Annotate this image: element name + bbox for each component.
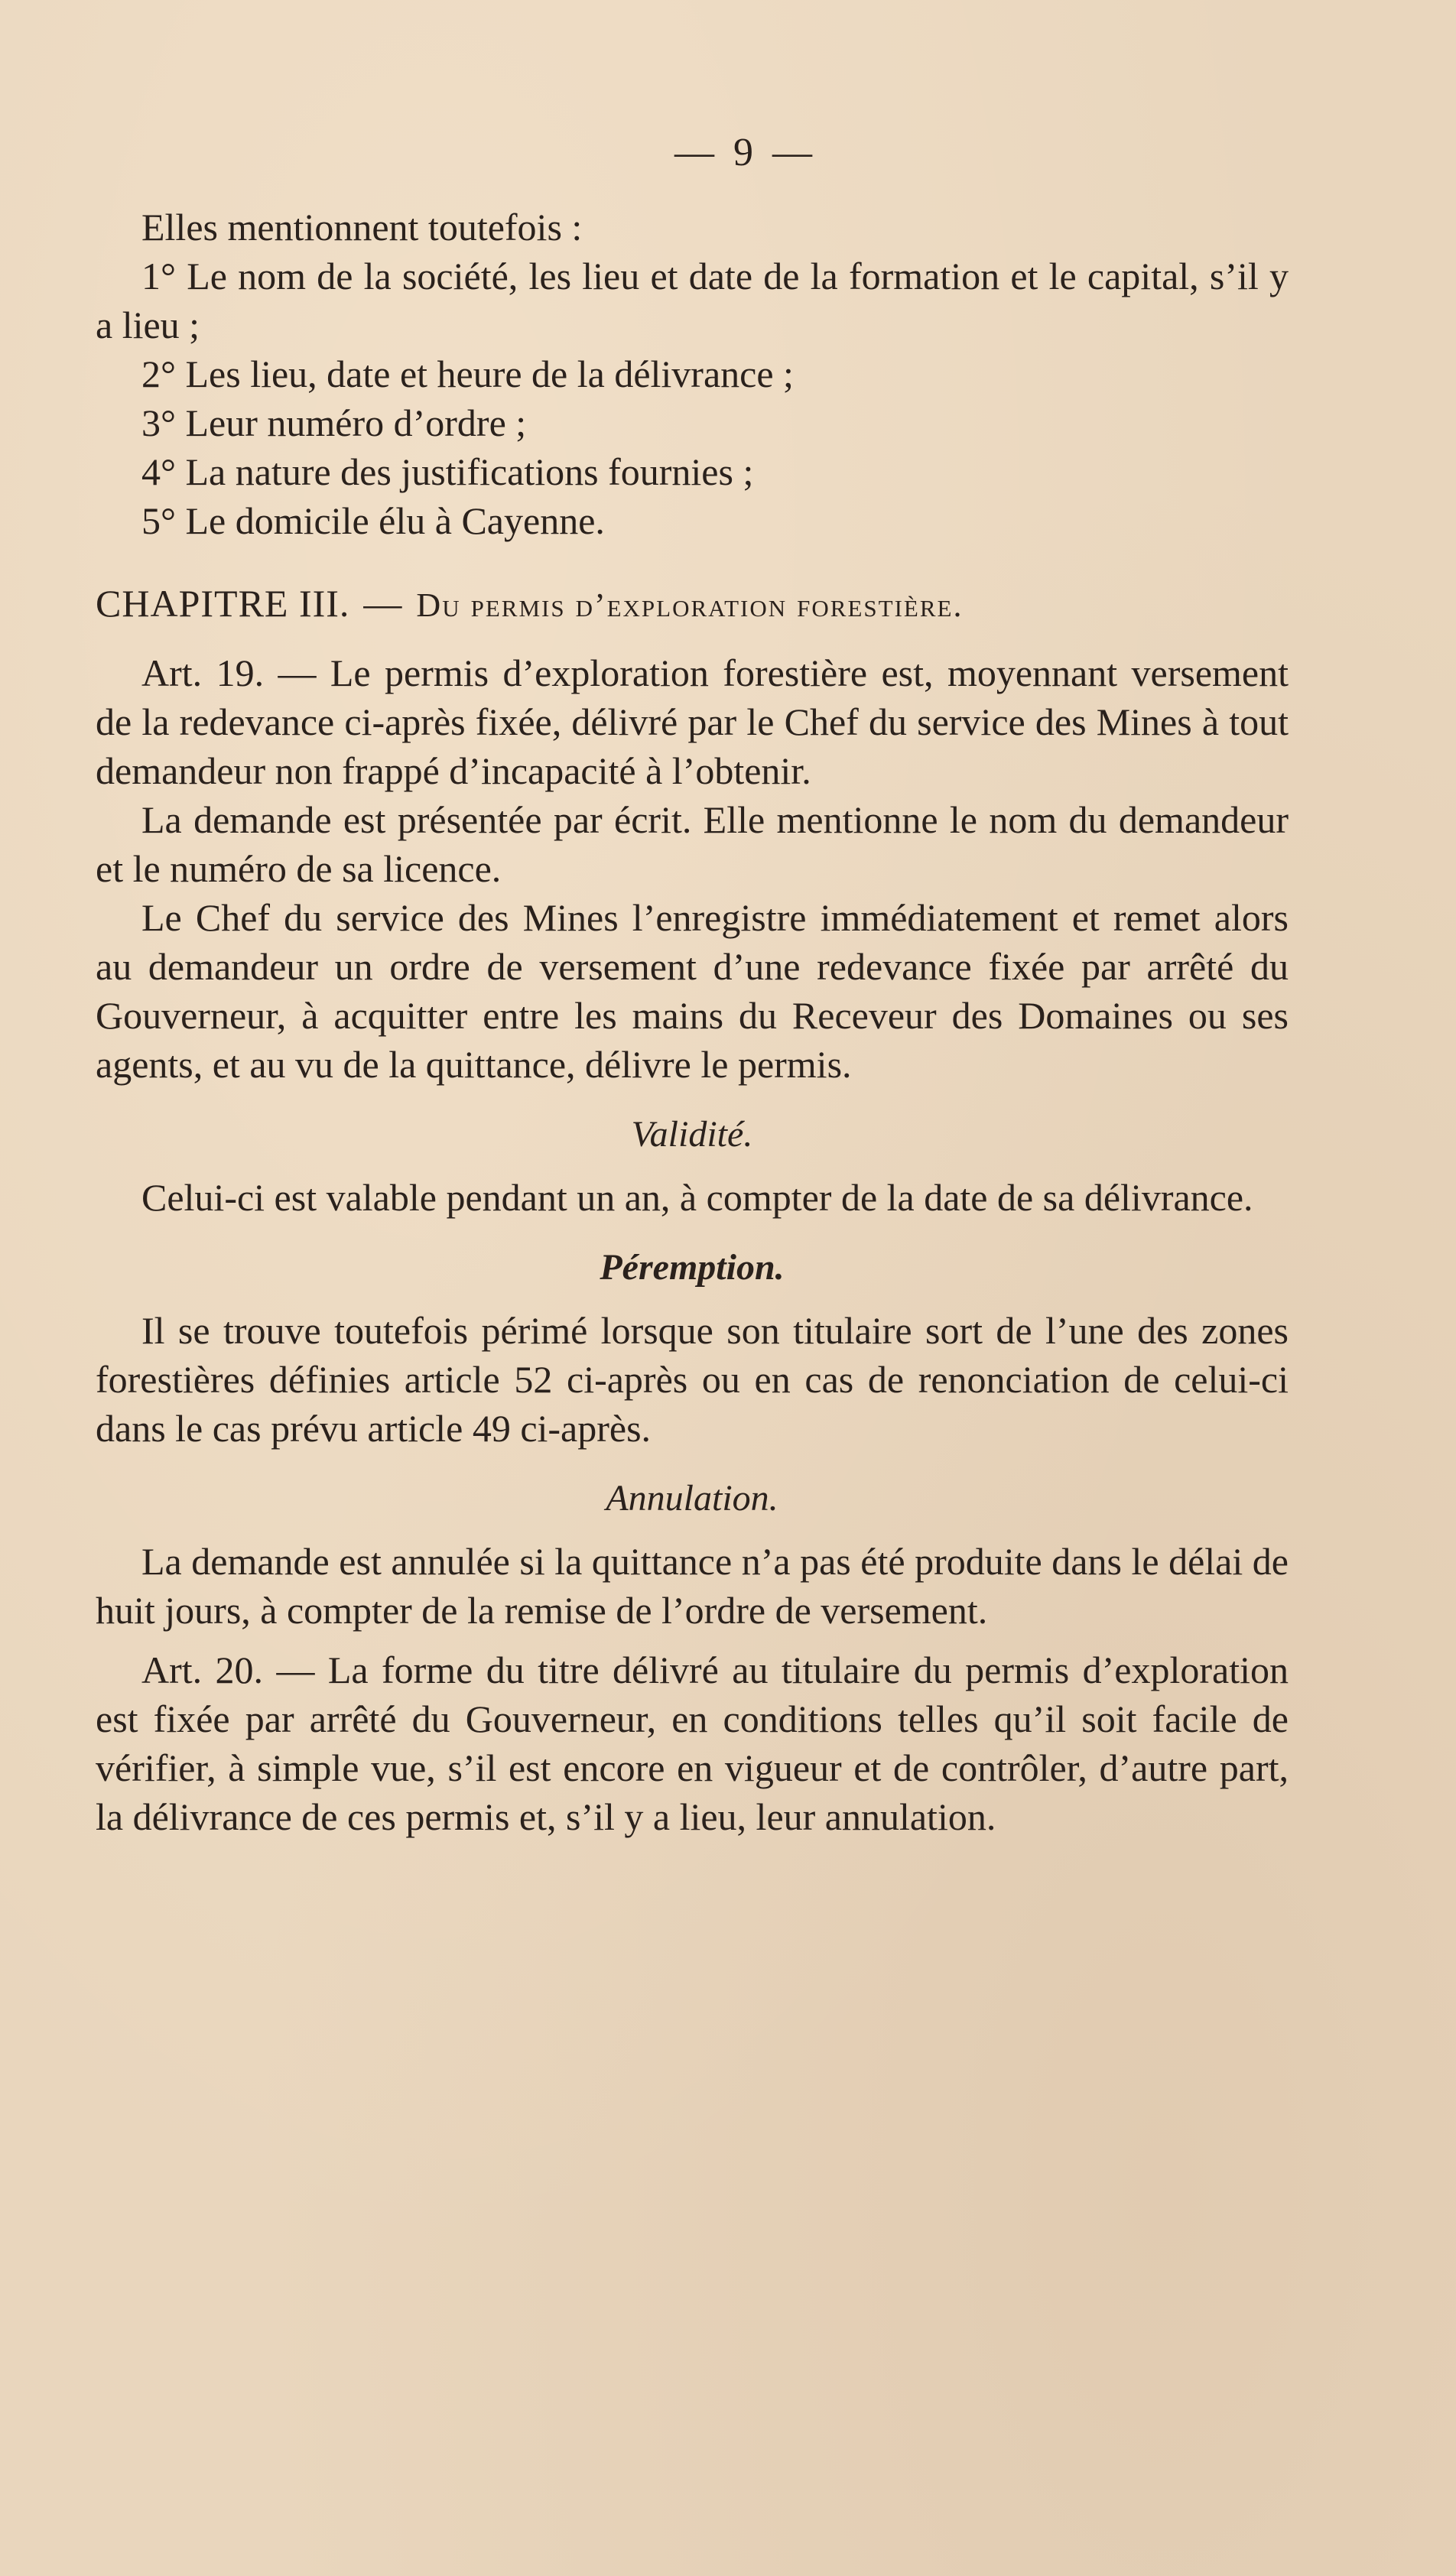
chapter-dash: — [363,582,403,625]
list-item: 5° Le domicile élu à Cayenne. [141,499,605,542]
peremption-text: Il se trouve toutefois périmé lorsque son titulaire sort de l’une des zones forestières définies article 52 ci-après ou en cas de renonciation de celui-ci dans le cas prévu article 49 ci-après. [96,1309,1289,1450]
article-20-paragraph: Art. 20. — La forme du titre délivré au titulaire du permis d’exploration est fixée par arrêté du Gouverneur, en conditions telles qu’il soit facile de vérifier, à simple vue, s’il est encore en vigueur et de contrôler, d’autre part, la délivrance de ces permis et, s’il y a lieu, leur annulation. [96,1649,1289,1838]
validite-text: Celui-ci est valable pendant un an, à compter de la date de sa délivrance. [141,1176,1253,1219]
annulation-text: La demande est annulée si la quittance n’a pas été produite dans le délai de huit jours, à compter de la remise de l’ordre de versement. [96,1540,1289,1632]
list-item: 4° La nature des justifications fournies ; [141,450,754,493]
article-19-paragraph: La demande est présentée par écrit. Elle mentionne le nom du demandeur et le numéro de sa licence. [96,798,1289,890]
annulation-heading: Annulation. [606,1478,778,1519]
list [96,252,1289,545]
article-19-paragraph: Le Chef du service des Mines l’enregistre immédiatement et remet alors au demandeur un ordre de versement d’une redevance fixée par arrêté du Gouverneur, à acquitter entre les mains du Receveur des Domaines ou ses agents, et au vu de la quittance, délivre le permis. [96,896,1289,1086]
chapter-heading [96,579,1289,630]
chapter-label: CHAPITRE III. [96,582,350,625]
peremption-heading: Péremption. [600,1247,785,1288]
page-number: — 9 — [674,131,817,174]
document-page [96,130,1289,1841]
list-item: 2° Les lieu, date et heure de la délivrance ; [141,352,794,395]
list-item: 1° Le nom de la société, les lieu et date de la formation et le capital, s’il y a lieu ; [96,255,1289,346]
validite-heading: Validité. [631,1114,753,1155]
intro-text: Elles mentionnent toutefois : [141,206,583,249]
article-19-paragraph: Art. 19. — Le permis d’exploration forestière est, moyennant versement de la redevance ci-après fixée, délivré par le Chef du service des Mines à tout demandeur non frappé d’incapacité à l’obtenir. [96,651,1289,792]
list-item: 3° Leur numéro d’ordre ; [141,401,527,444]
chapter-title: Du permis d’exploration forestière. [416,586,964,624]
